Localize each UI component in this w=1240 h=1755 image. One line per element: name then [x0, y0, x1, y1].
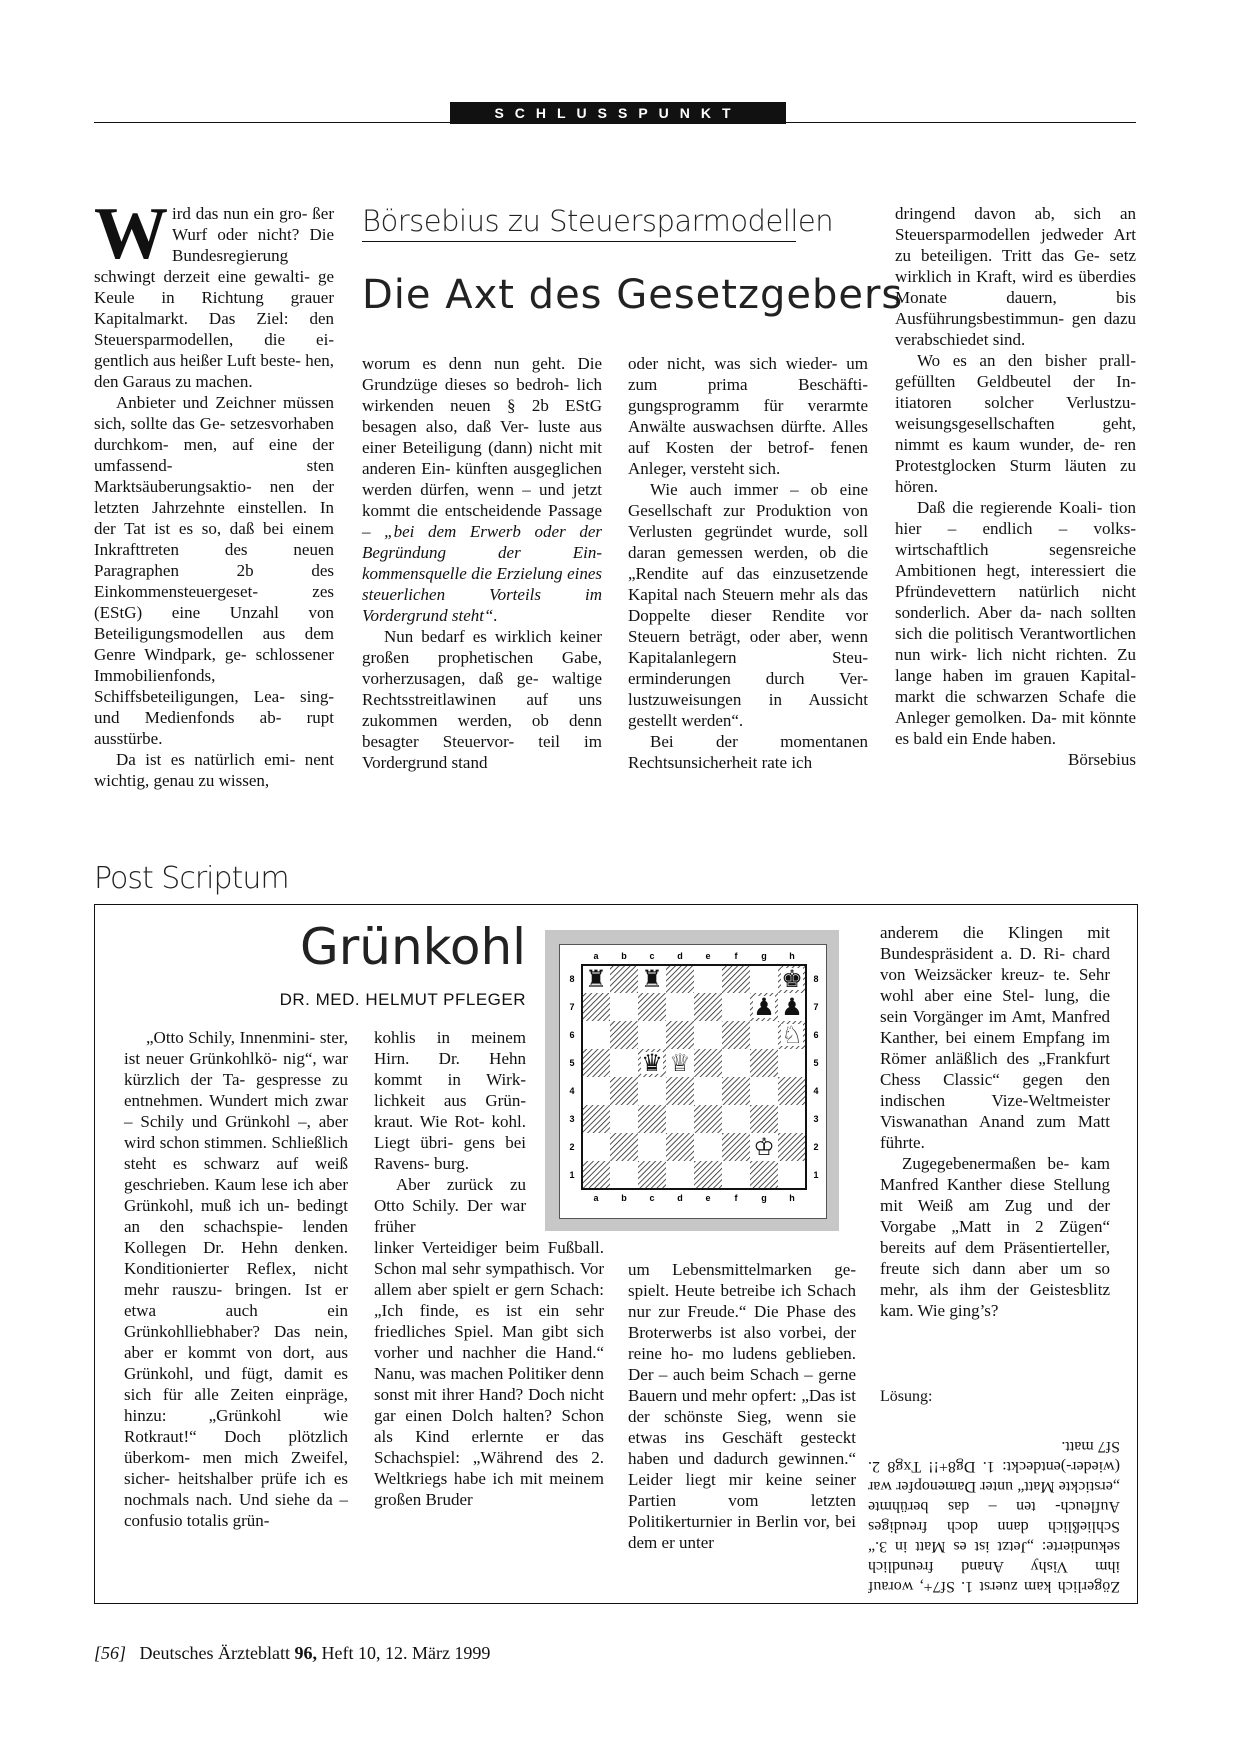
board-square-f3: [722, 1105, 750, 1133]
postscript-paragraph: Aber zurück zu Otto Schily. Der war früher: [374, 1175, 526, 1236]
article-column-3: [628, 353, 868, 773]
chess-piece-h6: ♘: [781, 1021, 803, 1049]
journal-name: Deutsches Ärzteblatt: [139, 1643, 290, 1663]
article-paragraph: ird das nun ein gro- ßer Wurf oder nicht? Die Bundesregierung schwingt derzeit eine gewalti- ge Keule in Richtung grauer Kapitalmarkt. Das Ziel: den Steuersparmodellen, die ei- gentlich aus heißer Luft beste- hen, den Garaus zu machen.: [94, 204, 334, 391]
board-file-label: d: [677, 951, 683, 961]
article-paragraph: Bei der momentanen Rechtsunsicherheit rate ich: [628, 732, 868, 772]
board-square-e1: [694, 1161, 722, 1189]
article-column-4: [895, 203, 1136, 770]
board-square-b8: [610, 965, 638, 993]
board-rank-label: 8: [813, 974, 819, 984]
board-square-b7: [610, 993, 638, 1021]
chess-piece-a8: ♜: [585, 965, 607, 993]
chess-piece-h7: ♟: [781, 993, 803, 1021]
board-square-g1: [750, 1161, 778, 1189]
chess-piece-g2: ♔: [753, 1133, 775, 1161]
board-square-e5: [694, 1049, 722, 1077]
board-file-label: d: [677, 1193, 683, 1203]
board-square-c3: [638, 1105, 666, 1133]
postscript-column-2: [374, 1027, 604, 1510]
board-square-c6: [638, 1021, 666, 1049]
board-rank-label: 7: [569, 1002, 575, 1012]
board-file-label: f: [734, 951, 738, 961]
article-paragraph: Nun bedarf es wirklich keiner großen prophetischen Gabe, vorherzusagen, daß ge- waltige Rechtsstreitlawinen auf uns zukommen werden, ob denn besagter Steuervor- teil im Vordergrund stand: [362, 627, 602, 772]
chess-piece-d5: ♕: [669, 1049, 691, 1077]
kicker-rule: [362, 241, 796, 242]
board-square-f8: [722, 965, 750, 993]
journal-volume: 96,: [294, 1643, 317, 1663]
board-square-b6: [610, 1021, 638, 1049]
board-square-g6: [750, 1021, 778, 1049]
postscript-column-1: [124, 1027, 348, 1531]
board-square-a7: [582, 993, 610, 1021]
board-file-label: f: [734, 1193, 738, 1203]
article-paragraph: Anbieter und Zeichner müssen sich, sollte das Ge- setzesvorhaben durchkom- men, auf eine der umfassend- sten Marktsäuberungsaktio- nen der letzten Jahrzehnte einstellen. In der Tat ist es so, daß bei einem Inkrafttreten des neuen Paragraphen 2b des Einkommensteuergeset- zes (EStG) eine Unzahl von Beteiligungsmodellen aus dem Genre Windpark, ge- schlossener Immobilienfonds, Schiffsbeteiligungen, Lea- sing- und Medienfonds ab- rupt ausstürbe.: [94, 393, 334, 748]
board-square-c2: [638, 1133, 666, 1161]
postscript-paragraph: „Otto Schily, Innenmini- ster, ist neuer Grünkohlkö- nig“, war kürzlich der Ta- gespresse zu entnehmen. Wundert mich zwar – Schily und Grünkohl –, aber wird schon stimmen. Schließlich steht es schwarz auf weiß geschrieben. Kaum lese ich aber Grünkohl, muß ich un- bedingt an den schachspie- lenden Kollegen Dr. Hehn denken. Konditionierter Reflex, nicht mehr rauszu- bringen. Ist er etwa auch ein Grünkohlliebhaber? Das nein, aber er kommt von dort, aus Grünkohl, und fügt, damit es sich für alle Zeiten einpräge, hinzu: „Grünkohl wie Rotkraut!“ Doch plötzlich überkom- men mich Zweifel, sicher- heitshalber prüfe ich es nochmals nach. Und siehe da – confusio totalis grün-: [124, 1028, 348, 1530]
board-square-e7: [694, 993, 722, 1021]
board-rank-label: 6: [569, 1030, 575, 1040]
dropcap: W: [94, 193, 168, 275]
board-square-h1: [778, 1161, 806, 1189]
board-file-label: b: [621, 1193, 627, 1203]
postscript-column-3: [628, 1259, 856, 1553]
article-column-1: [94, 193, 334, 791]
board-square-g8: [750, 965, 778, 993]
article-paragraph: dringend davon ab, sich an Steuersparmodellen jedweder Art zu beteiligen. Tritt das Ge- setz wirklich in Kraft, wird es überdies Monate dauern, bis Ausführungsbestimmun- gen dazu verabschiedet sind.: [895, 204, 1136, 349]
board-rank-label: 4: [569, 1086, 575, 1096]
board-square-e3: [694, 1105, 722, 1133]
board-square-f7: [722, 993, 750, 1021]
board-square-d8: [666, 965, 694, 993]
board-square-f6: [722, 1021, 750, 1049]
article-paragraph: Daß die regierende Koali- tion hier – endlich – volks- wirtschaftlich segensreiche Ambitionen hegt, interessiert die Pfründevettern natürlich nicht sonderlich. Aber da- nach sollten sich die politisch Verantwortlichen nun wirk- lich nicht richten. Zu lange haben im grauen Kapital- markt die schwarzen Schafe die Anleger gemolken. Da- mit könnte es bald ein Ende haben. Börsebius: [895, 498, 1136, 769]
article-paragraph: oder nicht, was sich wieder- um zum prima Beschäfti- gungsprogramm für verarmte Anwälte auswachsen dürfte. Alles auf Kosten der betrof- fenen Anleger, versteht sich.: [628, 354, 868, 478]
board-file-label: h: [789, 951, 795, 961]
board-square-d3: [666, 1105, 694, 1133]
board-square-g4: [750, 1077, 778, 1105]
board-square-e4: [694, 1077, 722, 1105]
article-headline: Die Axt des Gesetzgebers: [362, 272, 904, 318]
board-rank-label: 4: [813, 1086, 819, 1096]
board-file-label: g: [761, 951, 767, 961]
board-file-label: g: [761, 1193, 767, 1203]
board-square-b4: [610, 1077, 638, 1105]
board-square-e8: [694, 965, 722, 993]
board-square-f5: [722, 1049, 750, 1077]
postscript-paragraph: Zugegebenermaßen be- kam Manfred Kanther diese Stellung mit Weiß am Zug und der Vorgabe „Matt in 2 Zügen“ bereits auf dem Präsentierteller, freute sich dann aber um so mehr, als ihm der Geistesblitz kam. Wie ging’s?: [880, 1154, 1110, 1320]
board-rank-label: 2: [569, 1142, 575, 1152]
board-file-label: h: [789, 1193, 795, 1203]
board-square-h3: [778, 1105, 806, 1133]
postscript-column-4: [880, 922, 1110, 1321]
postscript-title: Grünkohl: [300, 918, 527, 976]
board-square-d4: [666, 1077, 694, 1105]
board-square-b5: [610, 1049, 638, 1077]
board-rank-label: 8: [569, 974, 575, 984]
board-square-b2: [610, 1133, 638, 1161]
board-square-f4: [722, 1077, 750, 1105]
board-square-e2: [694, 1133, 722, 1161]
board-square-d1: [666, 1161, 694, 1189]
board-square-c4: [638, 1077, 666, 1105]
article-paragraph: Da ist es natürlich emi- nent wichtig, genau zu wissen,: [94, 750, 334, 790]
board-square-g3: [750, 1105, 778, 1133]
board-rank-label: 5: [569, 1058, 575, 1068]
board-rank-label: 3: [813, 1114, 819, 1124]
article-paragraph: worum es denn nun geht. Die Grundzüge dieses so bedroh- lich wirkenden neuen § 2b EStG besagen also, daß Ver- luste aus einer Beteiligung (dann) nicht mit anderen Ein- künften ausgeglichen werden dürfen, wenn – und jetzt kommt die entscheidende Passage –: [362, 354, 602, 541]
board-rank-label: 3: [569, 1114, 575, 1124]
chess-piece-c8: ♜: [641, 965, 663, 993]
article-paragraph: Wo es an den bisher prall- gefüllten Geldbeutel der In- itiatoren solcher Verlustzu- weisungsgesellschaften geht, nimmt es kaum wunder, de- ren Protestglocken Sturm läuten zu hören.: [895, 351, 1136, 496]
board-rank-label: 1: [569, 1170, 575, 1180]
board-square-g5: [750, 1049, 778, 1077]
postscript-paragraph: kohlis in meinem Hirn. Dr. Hehn kommt in Wirk- lichkeit aus Grün- kraut. Wie Rot- kohl. Liegt übri- gens bei Ravens- burg.: [374, 1028, 526, 1173]
journal-issue: Heft 10, 12. März 1999: [321, 1643, 491, 1663]
board-square-f1: [722, 1161, 750, 1189]
postscript-paragraph: um Lebensmittelmarken ge- spielt. Heute betreibe ich Schach nur zur Freude.“ Die Phase des Broterwerbs ist also vorbei, der reine ho- mo ludens geblieben. Der – auch beim Schach – gerne Bauern und mehr opfert: „Das ist der schönste Sieg, wenn sie etwas ins Geschäft gesteckt haben und dadurch gewinnen.“ Leider liegt mir keine seiner Partien vom letzten Politikerturnier in Berlin vor, bei dem er unter: [628, 1260, 856, 1552]
board-rank-label: 5: [813, 1058, 819, 1068]
postscript-author: DR. MED. HELMUT PFLEGER: [279, 990, 526, 1009]
chess-piece-h8: ♚: [781, 965, 803, 993]
board-square-h2: [778, 1133, 806, 1161]
postscript-label: Post Scriptum: [94, 861, 289, 896]
board-square-d2: [666, 1133, 694, 1161]
board-square-b3: [610, 1105, 638, 1133]
article-quote: „bei dem Erwerb oder der Begründung der Ein- kommensquelle die Erzielung eines steuerlichen Vorteils im Vordergrund steht“.: [362, 522, 602, 625]
board-file-label: b: [621, 951, 627, 961]
page-footer: [94, 1643, 490, 1664]
chess-piece-g7: ♟: [753, 993, 775, 1021]
board-rank-label: 7: [813, 1002, 819, 1012]
board-square-c7: [638, 993, 666, 1021]
board-square-e6: [694, 1021, 722, 1049]
article-paragraph: Wie auch immer – ob eine Gesellschaft zur Produktion von Verlusten gegründet wurde, soll daran gemessen werden, ob die „Rendite auf das einzusetzende Kapital nach Steuern mehr als das Doppelte dieser Rendite vor Steuern beträgt, oder aber, wenn Kapitalanlegern Steu- erminderungen durch Ver- lustzuweisungen in Aussicht gestellt werden“.: [628, 480, 868, 730]
board-square-d7: [666, 993, 694, 1021]
board-square-f2: [722, 1133, 750, 1161]
section-banner: SCHLUSSPUNKT: [450, 102, 786, 124]
board-square-d6: [666, 1021, 694, 1049]
board-square-h4: [778, 1077, 806, 1105]
board-square-c1: [638, 1161, 666, 1189]
article-signature: Börsebius: [1068, 750, 1136, 769]
solution-label: Lösung:: [880, 1388, 933, 1405]
board-rank-label: 6: [813, 1030, 819, 1040]
postscript-paragraph: anderem die Klingen mit Bundespräsident a. D. Ri- chard von Weizsäcker kreuz- te. Sehr wohl aber eine Stel- lung, die sein Vorgänger im Amt, Manfred Kanther, bei einem Empfang im Römer anläßlich des „Frankfurt Chess Classic“ gegen den indischen Vize-Weltmeister Viswanathan Anand zum Matt führte.: [880, 923, 1110, 1152]
board-file-label: c: [649, 951, 655, 961]
board-file-label: a: [593, 1193, 599, 1203]
article-kicker: Börsebius zu Steuersparmodellen: [362, 204, 834, 238]
solution-text-upside-down: Zögerlich kam zuerst 1. Sf7+, worauf ihm Vishy Anand freundlich sekundierte: „Jetzt ist es Matt in 3.“ Schließlich dann doch freudiges Aufleuch- ten – das berühmte „erstickte Matt“ unter Damenopfer war (wieder-)entdeckt: 1. Dg8+!! Txg8 2. Sf7 matt.: [868, 1438, 1120, 1595]
board-file-label: e: [705, 1193, 711, 1203]
board-rank-label: 1: [813, 1170, 819, 1180]
page-number: [56]: [94, 1643, 127, 1663]
board-file-label: a: [593, 951, 599, 961]
article-column-2: [362, 353, 602, 773]
board-square-h5: [778, 1049, 806, 1077]
board-file-label: c: [649, 1193, 655, 1203]
board-file-label: e: [705, 951, 711, 961]
postscript-paragraph: linker Verteidiger beim Fußball. Schon mal sehr sympathisch. Vor allem aber spielt er gern Schach: „Ich finde, es ist ein sehr friedliches Spiel. Man gibt sich vorher und nachher die Hand.“ Nanu, was machen Politiker denn sonst mit ihrer Hand? Doch nicht gar einen Dolch halten? Schon als Kind erlernte er das Schachspiel: „Während des 2. Weltkriegs habe ich mit meinem großen Bruder: [374, 1238, 604, 1509]
chess-piece-c5: ♛: [641, 1049, 663, 1077]
board-square-b1: [610, 1161, 638, 1189]
board-rank-label: 2: [813, 1142, 819, 1152]
